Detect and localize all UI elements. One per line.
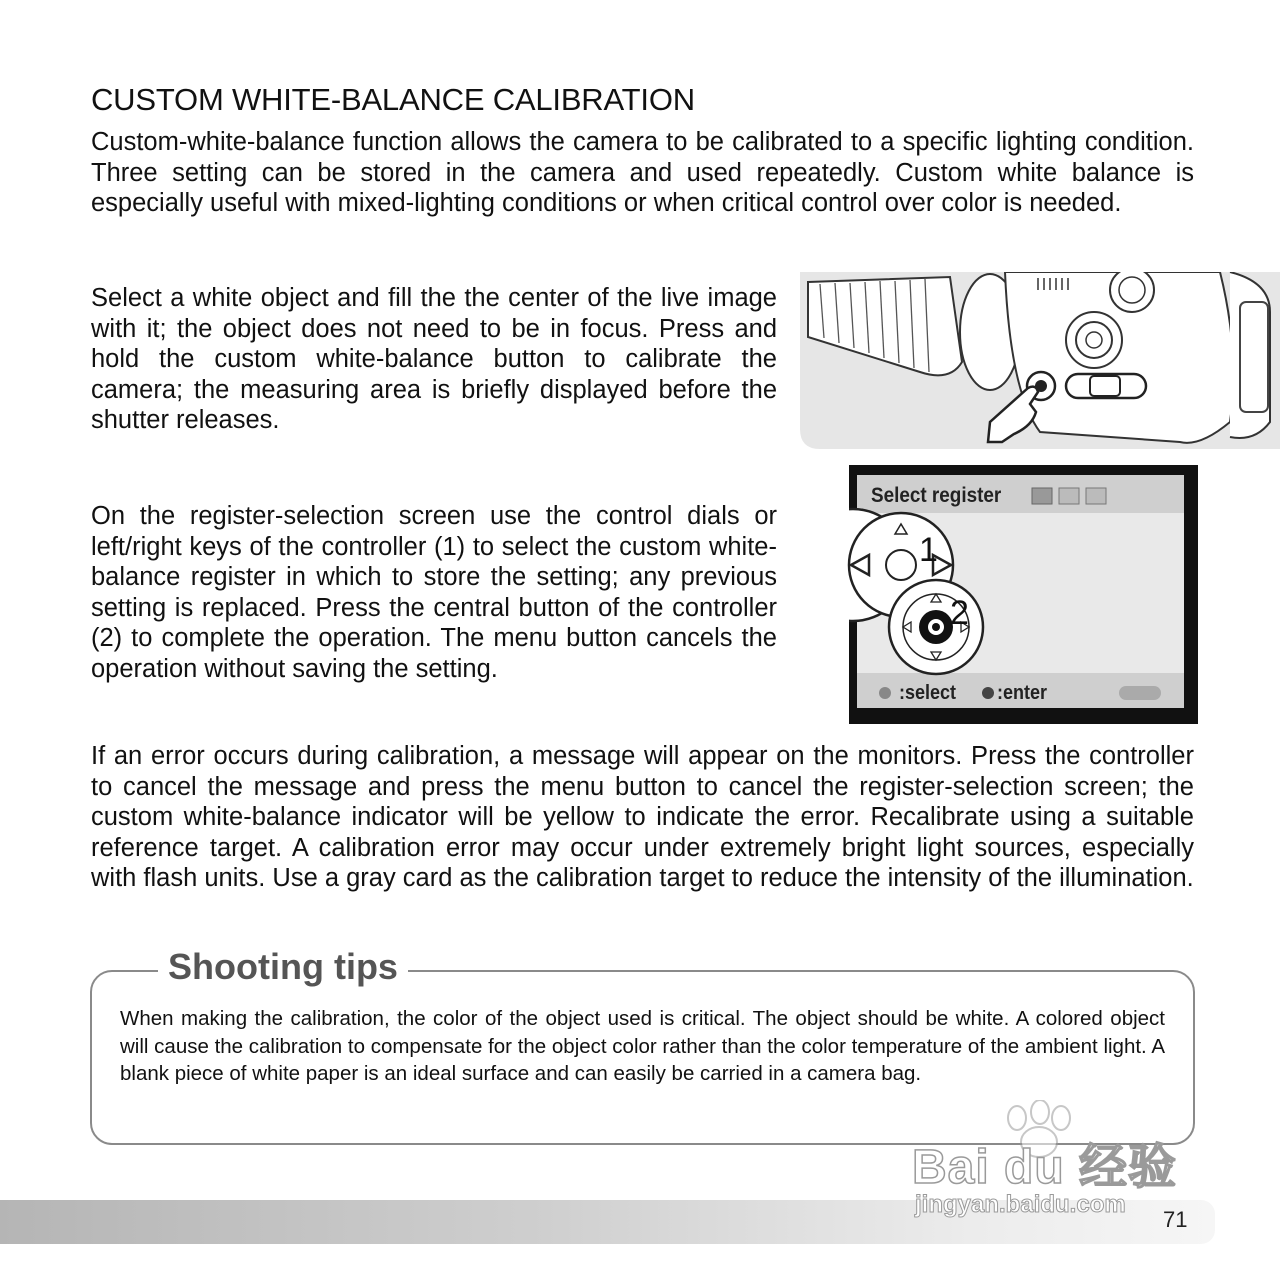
page-number: 71 <box>1163 1207 1188 1232</box>
register-screen-illustration <box>849 465 1198 724</box>
camera-illustration <box>800 272 1280 449</box>
error-paragraph: If an error occurs during calibration, a message will appear on the monitors. Press the controller to cancel the message and press the menu button to cancel the register-selection screen; the custom white-balance indicator will be yellow to indicate the error. Recalibrate using a suitable reference target. A calibration error may occur under extremely bright light sources, especially with flash units. Use a gray card as the calibration target to reduce the intensity of the illumination. <box>91 742 1194 892</box>
shooting-tips-text: When making the calibration, the color of the object used is critical. The object should be white. A colored object will cause the calibration to compensate for the object color rather than the color temperature of the ambient light. A blank piece of white paper is an ideal surface and can easily be carried in a camera bag. <box>120 1007 1165 1085</box>
shooting-tips-title: Shooting tips <box>158 946 408 988</box>
select-hint: :select <box>899 682 957 704</box>
watermark-url: jingyan.baidu.com <box>915 1191 1126 1218</box>
controller-label-2: 2 <box>950 594 969 632</box>
controller-label-1: 1 <box>919 531 938 569</box>
watermark-brand: Bai du 经验 <box>912 1141 1178 1194</box>
intro-paragraph: Custom-white-balance function allows the camera to be calibrated to a specific lighting condition. Three setting can be stored in the camera and used repeatedly. Custom white balance is especially useful with mixed-lighting conditions or when critical control over color is needed. <box>91 128 1194 217</box>
screen-title: Select register <box>871 484 1002 507</box>
enter-hint: :enter <box>997 682 1048 704</box>
page-title: CUSTOM WHITE-BALANCE CALIBRATION <box>91 82 695 117</box>
select-object-paragraph: Select a white object and fill the the center of the live image with it; the object does not need to be in focus. Press and hold the custom white-balance button to calibrate the camera; the measuring area is briefly displayed before the shutter releases. <box>91 284 777 434</box>
register-selection-paragraph: On the register-selection screen use the control dials or left/right keys of the controller (1) to select the custom white-balance register in which to store the setting; any previous setting is replaced. Press the central button of the controller (2) to complete the operation. The menu button cancels the operation without saving the setting. <box>91 502 777 683</box>
